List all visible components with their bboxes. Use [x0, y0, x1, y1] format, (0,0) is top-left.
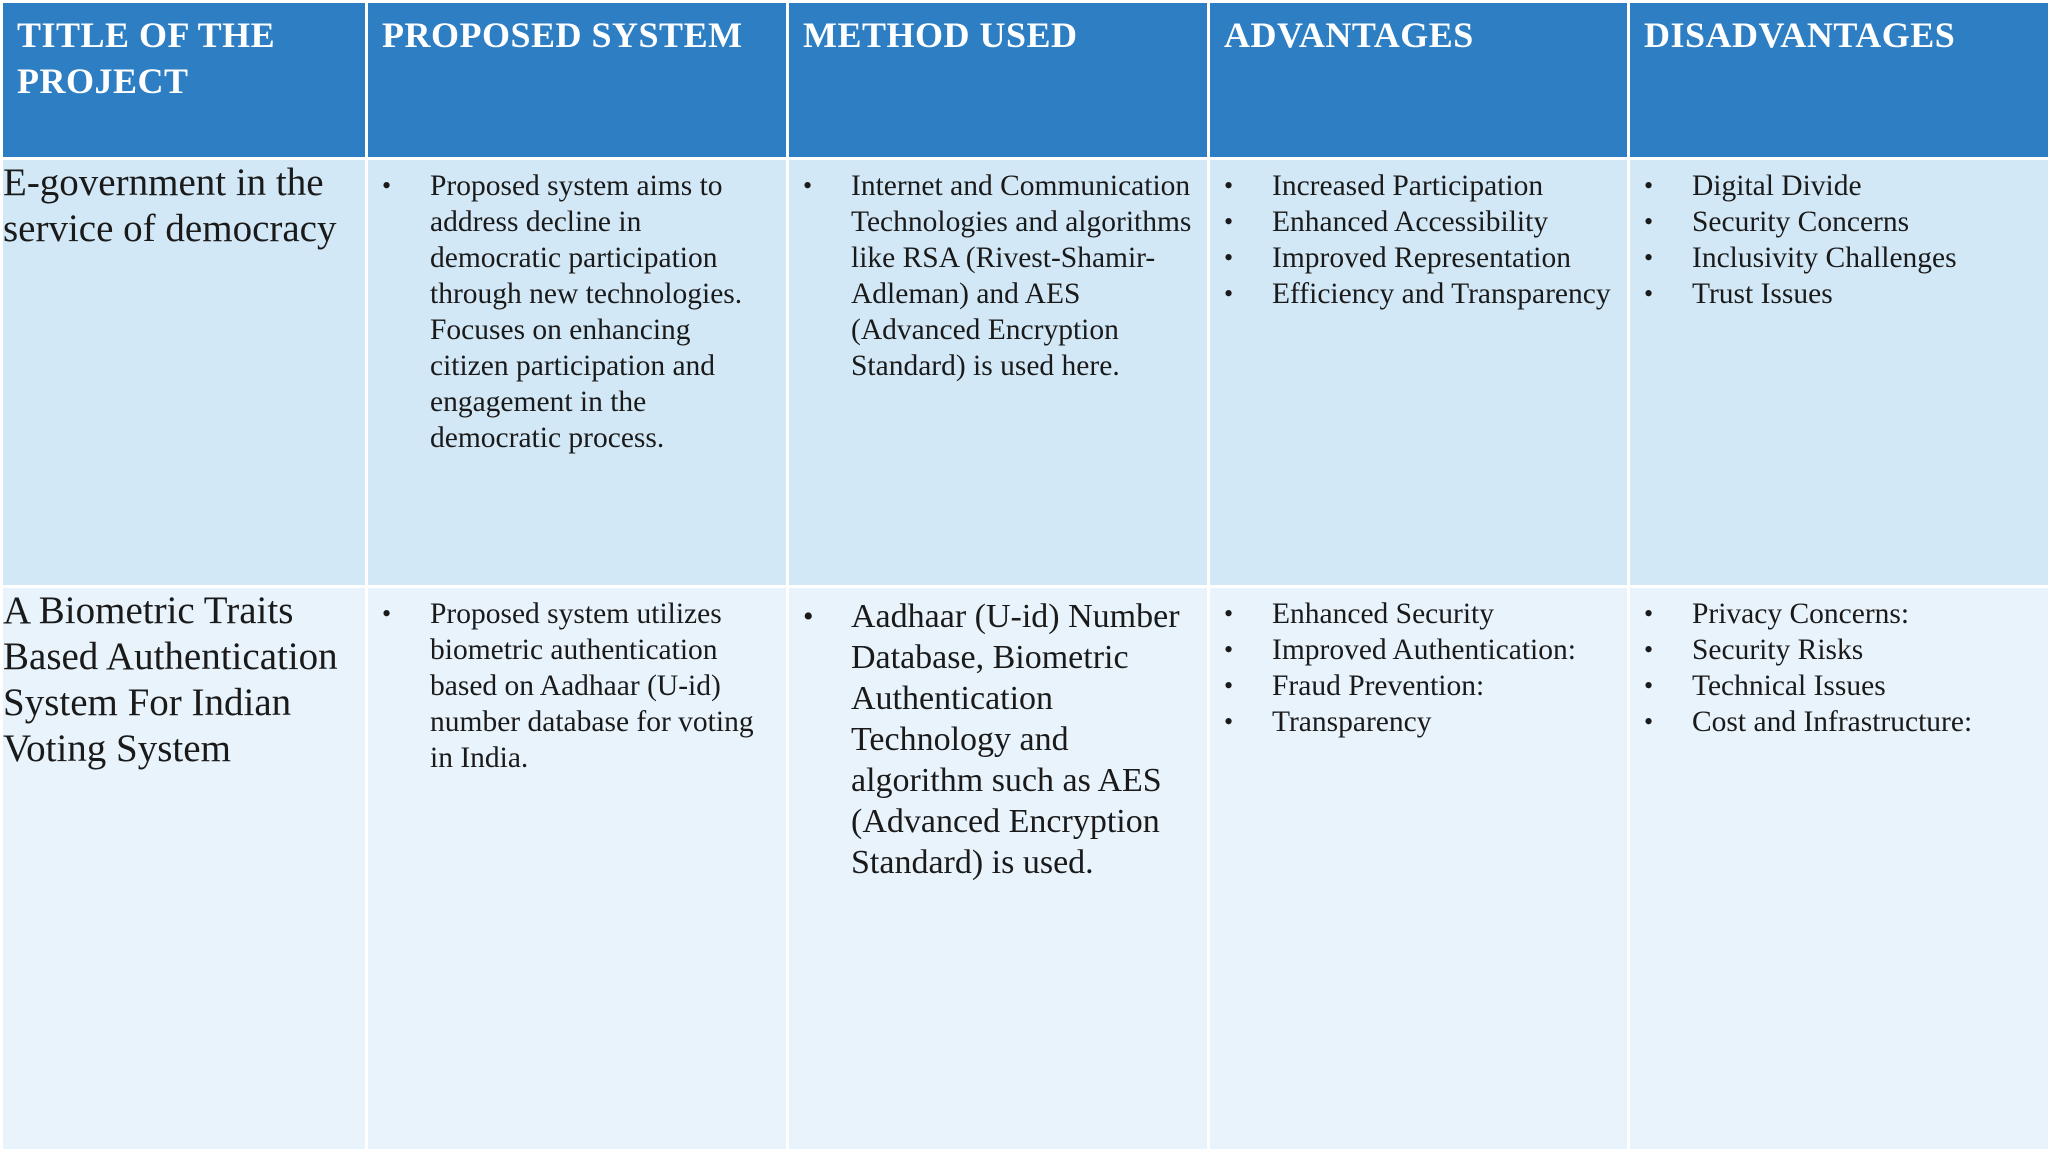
header-row: [2, 2, 2048, 159]
disadvantages-cell: [1629, 159, 2048, 587]
project-title-cell: E-government in the service of democracy: [2, 159, 367, 587]
header-method-used: METHOD USED: [788, 2, 1209, 159]
project-title-cell: A Biometric Traits Based Authentication System For Indian Voting System: [2, 587, 367, 1151]
header-advantages: ADVANTAGES: [1209, 2, 1629, 159]
bullet-item: • Cost and Infrastructure:: [1630, 704, 2038, 740]
bullet-item: • Proposed system aims to address decline in democratic participation through new technologies. Focuses on enhancing citizen participation and engagement in the democratic process.: [368, 168, 776, 456]
method-used-cell: [788, 587, 1209, 1151]
bullet-item: • Security Risks: [1630, 632, 2038, 668]
bullet-item: • Improved Representation: [1210, 240, 1617, 276]
bullet-item: • Efficiency and Transparency: [1210, 276, 1617, 312]
bullet-item: • Internet and Communication Technologies and algorithms like RSA (Rivest-Shamir-Adleman) and AES (Advanced Encryption Standard) is used here.: [789, 168, 1197, 384]
bullet-item: • Security Concerns: [1630, 204, 2038, 240]
method-used-cell: [788, 159, 1209, 587]
bullet-item: • Enhanced Security: [1210, 596, 1617, 632]
advantages-cell: [1209, 159, 1629, 587]
bullet-item: • Fraud Prevention:: [1210, 668, 1617, 704]
bullet-item: • Inclusivity Challenges: [1630, 240, 2038, 276]
header-proposed-system: PROPOSED SYSTEM: [367, 2, 788, 159]
bullet-item: • Digital Divide: [1630, 168, 2038, 204]
header-title-of-project: TITLE OF THE PROJECT: [2, 2, 367, 159]
bullet-item: • Improved Authentication:: [1210, 632, 1617, 668]
bullet-item: • Transparency: [1210, 704, 1617, 740]
table-row: [2, 587, 2048, 1151]
bullet-item: • Privacy Concerns:: [1630, 596, 2038, 632]
proposed-system-cell: [367, 587, 788, 1151]
bullet-item: • Proposed system utilizes biometric authentication based on Aadhaar (U-id) number database for voting in India.: [368, 596, 776, 776]
proposed-system-cell: [367, 159, 788, 587]
header-disadvantages: DISADVANTAGES: [1629, 2, 2048, 159]
bullet-item: • Technical Issues: [1630, 668, 2038, 704]
bullet-item: • Enhanced Accessibility: [1210, 204, 1617, 240]
table-row: [2, 159, 2048, 587]
disadvantages-cell: [1629, 587, 2048, 1151]
advantages-cell: [1209, 587, 1629, 1151]
bullet-item: • Increased Participation: [1210, 168, 1617, 204]
bullet-item: • Trust Issues: [1630, 276, 2038, 312]
bullet-item: • Aadhaar (U-id) Number Database, Biometric Authentication Technology and algorithm such as AES (Advanced Encryption Standard) is used.: [789, 596, 1197, 883]
